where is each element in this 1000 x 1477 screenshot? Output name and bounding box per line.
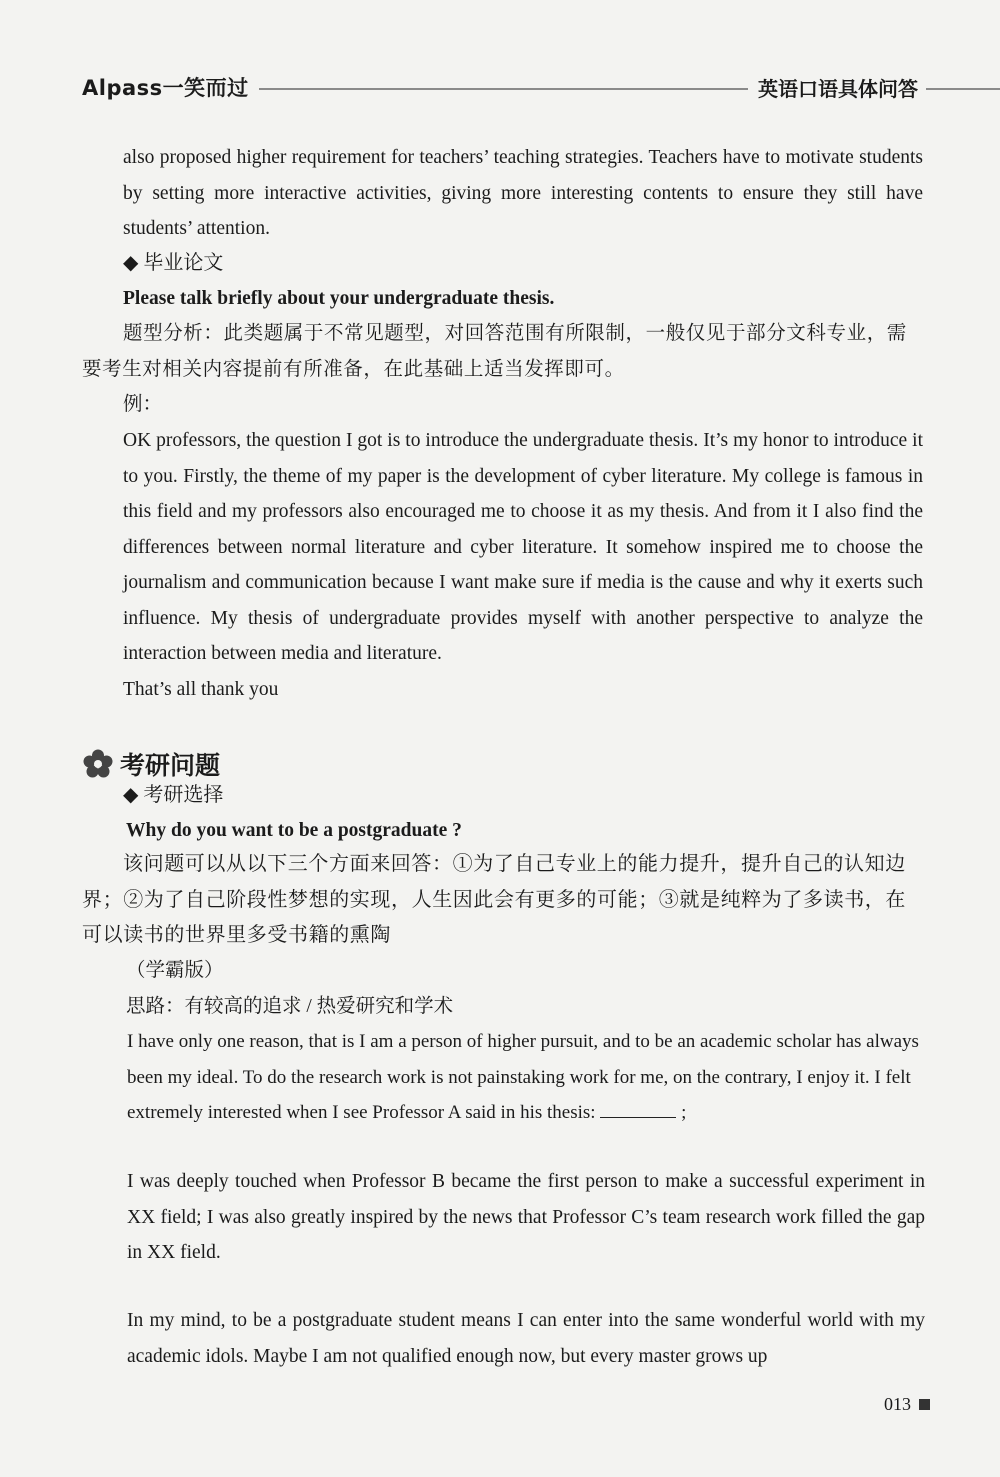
answer-paragraph-1-end: ;	[681, 1102, 687, 1123]
thesis-question: Please talk briefly about your undergraduate thesis.	[123, 288, 555, 309]
answer-paragraph-2: I was deeply touched when Professor B became the first person to make a successful experiment in XX field; I was also greatly inspired by the news that Professor C’s team research work filled the gap in XX field.	[127, 1171, 925, 1263]
version-label: （学霸版）	[126, 960, 224, 981]
thesis-closing: That’s all thank you	[123, 679, 279, 700]
section-title-text: 考研问题	[120, 751, 221, 780]
postgrad-section-title	[82, 746, 220, 782]
flower-icon	[82, 748, 114, 780]
postgrad-heading: ◆ 考研选择	[123, 784, 224, 806]
fill-in-blank	[600, 1103, 676, 1118]
header-rule	[259, 88, 748, 90]
page-number	[884, 1394, 930, 1415]
answer-paragraph-1-text: I have only one reason, that is I am a person of higher pursuit, and to be an academic scholar has always been my ideal. To do the research work is not painstaking work for me, on the contrary, I enjoy it. I felt extremely interested when I see Professor A said in his thesis:	[127, 1031, 919, 1123]
header-rule-tail	[926, 88, 1000, 90]
brand-logo-text: Alpass一笑而过	[82, 76, 249, 100]
page-number-text: 013	[884, 1394, 911, 1414]
header-section-title: 英语口语具体问答	[758, 76, 918, 101]
thesis-heading: ◆ 毕业论文	[123, 252, 224, 274]
thesis-analysis: 题型分析：此类题属于不常见题型，对回答范围有所限制，一般仅见于部分文科专业，需要考生对相关内容提前有所准备，在此基础上适当发挥即可。	[82, 323, 907, 380]
idea-line: 思路：有较高的追求 / 热爱研究和学术	[126, 996, 454, 1017]
postgrad-intro: 该问题可以从以下三个方面来回答：①为了自己专业上的能力提升，提升自己的认知边界；②为了自己阶段性梦想的实现，人生因此会有更多的可能；③就是纯粹为了多读书，在可以读书的世界里多受书籍的熏陶	[82, 853, 906, 946]
running-header	[82, 70, 1000, 104]
answer-paragraph-3: In my mind, to be a postgraduate student means I can enter into the same wonderful world with my academic idols. Maybe I am not qualified enough now, but every master grows up	[127, 1310, 925, 1367]
thesis-answer: OK professors, the question I got is to introduce the undergraduate thesis. It’s my honor to introduce it to you. Firstly, the theme of my paper is the development of cyber literature. My college is famous in this field and my professors also encouraged me to choose it as my thesis. And from it I also find the differences between normal literature and cyber literature. It somehow inspired me to choose the journalism and communication because I want make sure if media is the cause and why it exerts such influence. My thesis of undergraduate provides myself with another perspective to analyze the interaction between media and literature.	[123, 430, 923, 664]
continuation-paragraph: also proposed higher requirement for teachers’ teaching strategies. Teachers have to motivate students by setting more interactive activities, giving more interesting contents to ensure they still have students’ attention.	[123, 147, 923, 239]
example-label: 例：	[123, 394, 163, 415]
page-marker-square	[919, 1399, 930, 1410]
postgrad-question: Why do you want to be a postgraduate ?	[126, 820, 462, 841]
answer-paragraph-1	[127, 1024, 927, 1131]
